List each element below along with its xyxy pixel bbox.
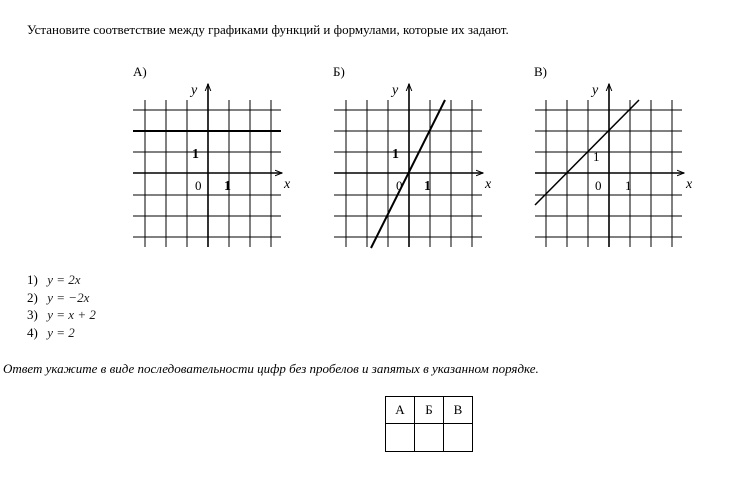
y-axis-label: y [191, 83, 198, 98]
x-axis-label: x [284, 177, 291, 192]
answer-header-c: В [444, 397, 473, 424]
tick-y-label: 1 [392, 147, 399, 162]
graph-label: Б) [333, 64, 345, 79]
option-number: 2) [27, 289, 38, 305]
task-text: Установите соответствие между графиками функций и формулами, которые их задают. [27, 22, 509, 37]
function-line [371, 100, 445, 248]
option-formula: y = 2x [47, 272, 81, 287]
formula-options [27, 271, 96, 341]
answer-cell-a[interactable] [386, 424, 415, 452]
graph-b [333, 64, 492, 248]
tick-x-label: 1 [224, 179, 231, 194]
origin-label: 0 [195, 178, 202, 193]
origin-label: 0 [396, 178, 403, 193]
x-axis-label: x [686, 177, 693, 192]
origin-label: 0 [595, 178, 602, 193]
answer-header-b: Б [415, 397, 444, 424]
option-1 [27, 271, 96, 289]
option-formula: y = 2 [47, 324, 75, 340]
option-number: 1) [27, 272, 38, 287]
tick-y-label: 1 [593, 149, 600, 164]
option-formula: y = x + 2 [47, 307, 96, 322]
option-4 [27, 324, 96, 342]
answer-cell-b[interactable] [415, 424, 444, 452]
answer-header-a: А [386, 397, 415, 424]
x-axis-label: x [485, 177, 492, 192]
option-number: 4) [27, 324, 38, 340]
answer-instruction: Ответ укажите в виде последовательности цифр без пробелов и запятых в указанном порядке. [3, 361, 539, 376]
graph-c [534, 64, 693, 247]
graph-label: А) [133, 64, 147, 79]
answer-cell-c[interactable] [444, 424, 473, 452]
option-3 [27, 306, 96, 324]
tick-x-label: 1 [625, 178, 632, 193]
graph-a [133, 64, 291, 247]
y-axis-label: y [392, 83, 399, 98]
tick-x-label: 1 [424, 179, 431, 194]
option-formula: y = −2x [47, 289, 90, 305]
answer-table [385, 396, 473, 452]
y-axis-label: y [592, 83, 599, 98]
option-2 [27, 289, 96, 307]
graph-label: В) [534, 64, 547, 79]
option-number: 3) [27, 307, 38, 322]
tick-y-label: 1 [192, 147, 199, 162]
